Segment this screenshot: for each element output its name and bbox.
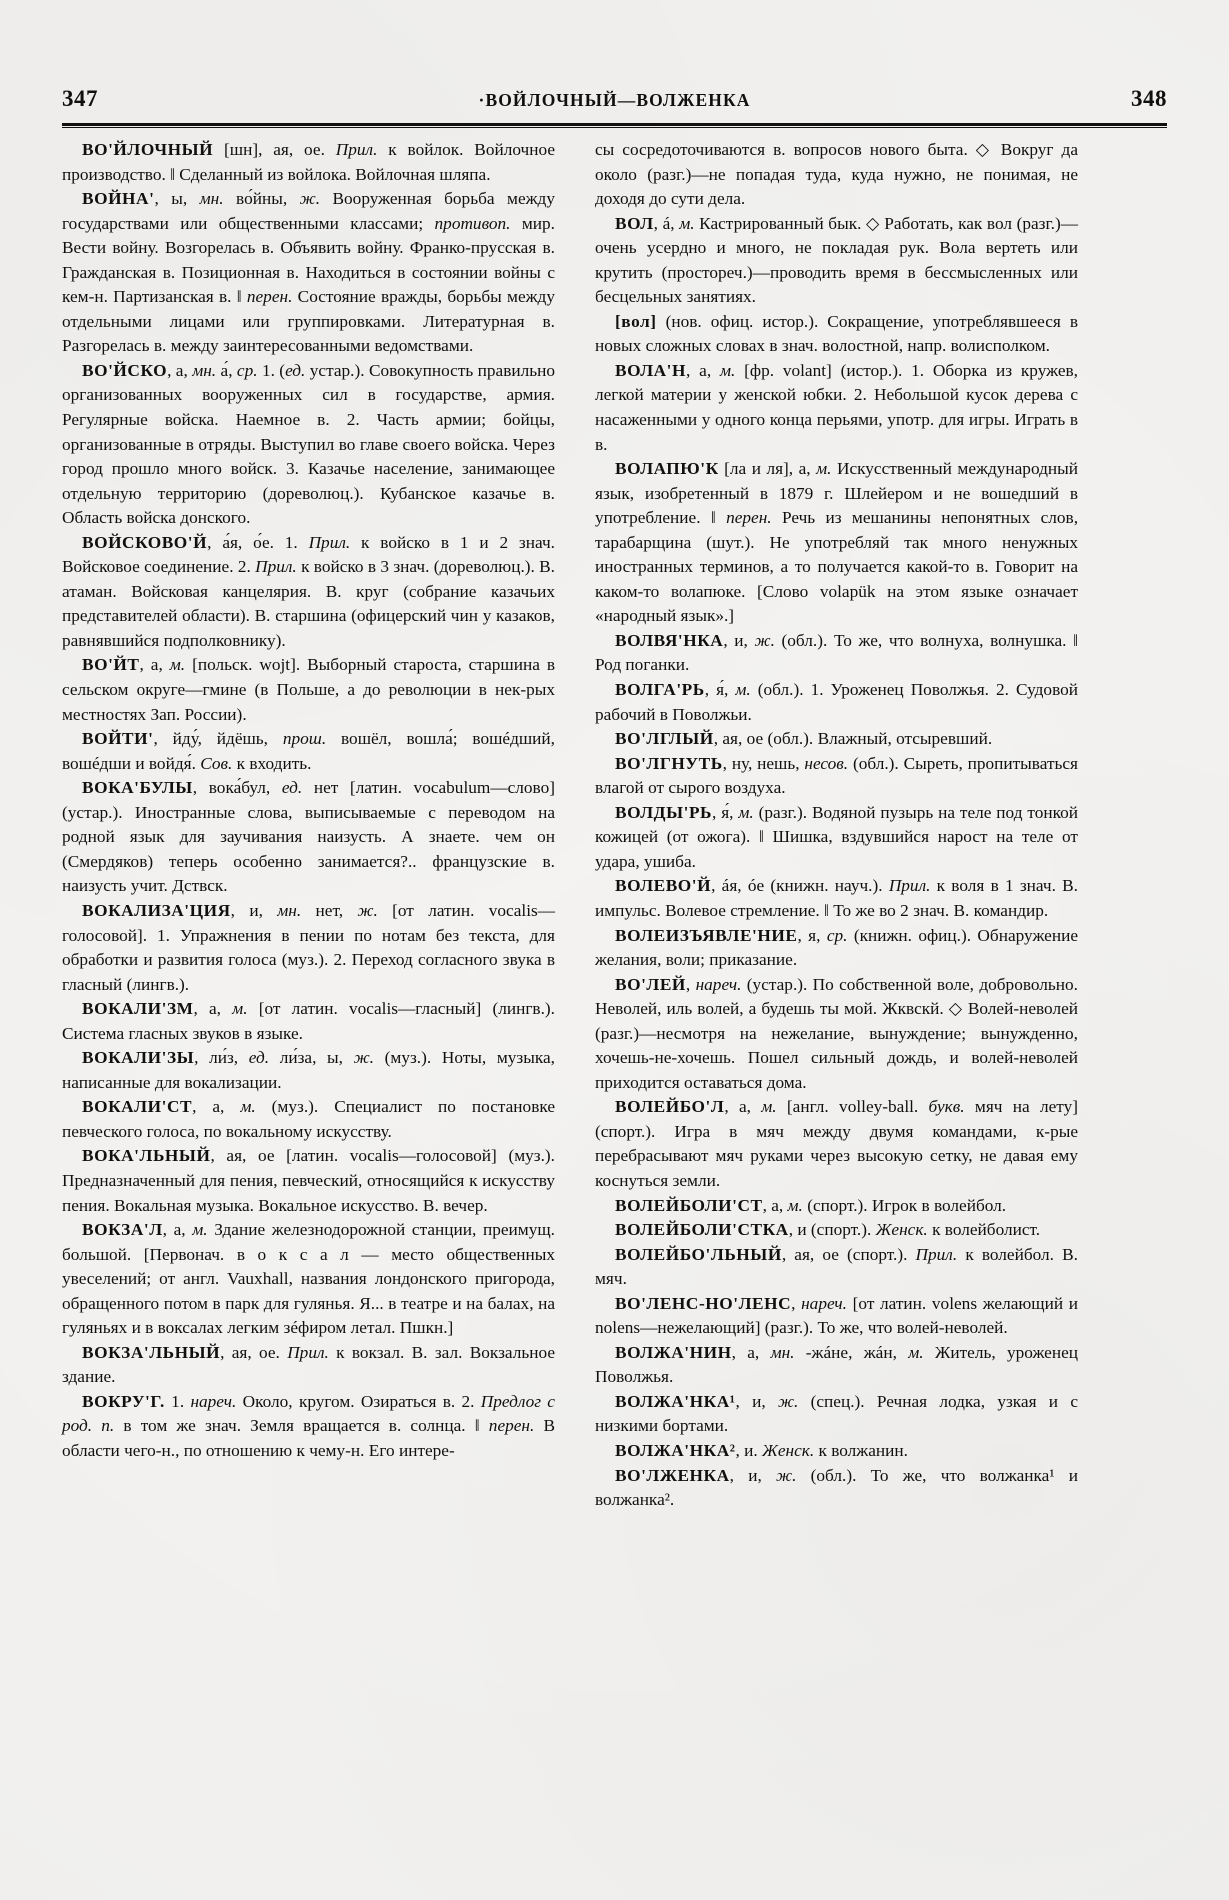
entry-headword: ВОЛЕЙБО'Л — [615, 1097, 725, 1117]
entry-body: , вока́бул, ед. нет [латин. vocabulum—слово] (устар.). Иностранные слова, выписываемые с переводом на родной язык для заучивания наизусть. А знаете. чем он (Смердяков) теперь особенно занимается?.. французские в. наизусть учит. Дствск. — [62, 778, 555, 896]
entry-body: , и, ж. (обл.). То же, что волнуха, волнушка. ‖ Род поганки. — [595, 630, 1078, 675]
entry-body: , ая, ое [латин. vocalis—голосовой] (муз.). Предназначенный для пения, певческий, относящийся к искусству пения. Вокальная музыка. Вокальное искусство. В. вечер. — [62, 1146, 555, 1215]
entry-headword: ВОКЗА'Л — [82, 1220, 163, 1240]
dictionary-entry — [595, 1464, 1078, 1513]
entry-headword: ВО'ЙТ — [82, 655, 140, 675]
entry-body: 1. нареч. Около, кругом. Озираться в. 2. Предлог с род. п. в том же знач. Земля вращается в. солнца. ‖ перен. В области чего-н., по отношению к чему-н. Его интере- — [62, 1391, 555, 1460]
entry-body: , а́я, о́е. 1. Прил. к войско в 1 и 2 знач. Войсковое соединение. 2. Прил. к войско в 3 знач. (дореволюц.). В. атаман. Войсковая канцелярия. В. круг (собрание казачьих представителей области). В. старшина (офицерский чин у казаков, равнявшийся подполковнику). — [62, 532, 556, 650]
entry-body: , я, ср. (книжн. офиц.). Обнаружение желания, воли; приказание. — [595, 925, 1078, 970]
dictionary-entry — [62, 1218, 555, 1341]
entry-body: , а, м. [от латин. vocalis—гласный] (лингв.). Система гласных звуков в языке. — [62, 999, 555, 1043]
entry-headword: ВО'ЙЛОЧНЫЙ — [82, 140, 214, 159]
dictionary-entry — [595, 752, 1078, 801]
dictionary-entry — [595, 1292, 1078, 1341]
folio-right: 348 — [1131, 86, 1167, 111]
entry-headword: ВОКА'БУЛЫ — [82, 778, 193, 798]
entry-body: , ая, ое (обл.). Влажный, отсыревший. — [713, 729, 993, 749]
entry-headword: ВОЛЕЙБОЛИ'СТ — [615, 1195, 763, 1215]
dictionary-entry — [595, 801, 1078, 875]
entry-headword: ВОКРУ'Г. — [82, 1391, 165, 1411]
entry-headword: ВО'ЙСКО — [82, 360, 168, 380]
entry-headword: ВОЛ — [615, 213, 654, 233]
dictionary-entry — [62, 359, 555, 531]
entry-body: [шн], ая, ое. Прил. к войлок. Войлочное производство. ‖ Сделанный из войлока. Войлочная шляпа. — [62, 140, 556, 184]
entry-body: , я́, м. (обл.). 1. Уроженец Поволжья. 2. Судовой рабочий в Поволжьи. — [595, 680, 1078, 724]
dictionary-entry — [595, 727, 1078, 752]
entry-headword: ВОКЗА'ЛЬНЫЙ — [82, 1342, 221, 1362]
entry-headword: ВОЛЖА'НКА¹ — [615, 1391, 736, 1411]
entry-headword: ВОЙТИ' — [82, 729, 154, 749]
entry-body: , ая, ое (спорт.). Прил. к волейбол. В. мяч. — [595, 1244, 1078, 1289]
entry-headword: ВОКАЛИЗА'ЦИЯ — [82, 900, 231, 920]
entry-body: , а, м. (муз.). Специалист по постановке певческого голоса, по вокальному искусству. — [62, 1097, 555, 1141]
dictionary-entry — [595, 1218, 1078, 1243]
entry-body: , а, м. Здание железнодорожной станции, преимущ. большой. [Первонач. в о к с а л — место общественных увеселений; от англ. Vauxhall, названия лондонского пригорода, обращенного потом в парк для гулянья. Я... в театре и на балах, на гуляньях и в воксалах легким зéфиром летал. Пшкн.] — [62, 1220, 555, 1338]
entry-headword: ВОКАЛИ'СТ — [82, 1097, 193, 1117]
entry-body: , и (спорт.). Женск. к волейболист. — [788, 1220, 1041, 1240]
entry-body: , ли́з, ед. ли́за, ы, ж. (муз.). Ноты, музыка, написанные для вокализации. — [62, 1048, 555, 1092]
entry-headword: ВО'ЛЕНС-НО'ЛЕНС — [615, 1293, 792, 1313]
dictionary-entry — [62, 1095, 555, 1144]
dictionary-entry — [595, 457, 1078, 629]
dictionary-entry — [595, 310, 1078, 359]
entry-body: сы сосредоточиваются в. вопросов нового быта. ◇ Вокруг да около (разг.)—не попадая туда, куда нужно, не понимая, не доходя до сути дела. — [595, 140, 1078, 209]
entry-body: , ы, мн. во́йны, ж. Вооруженная борьба между государствами или общественными классами; противоп. мир. Вести войну. Возгорелась в. Объявить войну. Франко-прусская в. Гражданская в. Позиционная в. Находиться в состоянии войны с кем-н. Партизанская в. ‖ перен. Состояние вражды, борьбы между отдельными лицами или группировками. Литературная в. Разгорелась в. между заинтересованными ведомствами. — [62, 189, 555, 356]
dictionary-entry — [595, 1390, 1078, 1439]
entry-headword: ВОЛЕИЗЪЯВЛЕ'НИЕ — [615, 925, 798, 945]
entry-headword: ВО'ЛГНУТЬ — [615, 753, 723, 773]
entry-body: , ая, ое. Прил. к вокзал. В. зал. Вокзальное здание. — [62, 1342, 555, 1387]
entry-headword: ВОЛАПЮ'К — [615, 459, 719, 479]
entry-headword: ВОЛДЫ'РЬ — [615, 802, 713, 822]
entry-headword: ВОЛА'Н — [615, 360, 687, 380]
entry-body: , ну, нешь, несов. (обл.). Сыреть, пропитываться влагой от сырого воздуха. — [595, 753, 1078, 798]
entry-headword: ВОЛЕЙБОЛИ'СТКА — [615, 1220, 789, 1240]
entry-body: , а, м. [англ. volley-ball. букв. мяч на лету] (спорт.). Игра в мяч между двумя командами, к-рые перебрасывают мяч руками через высокую сетку, не давая ему коснуться земли. — [595, 1097, 1079, 1190]
entry-headword: ВОЙСКОВО'Й — [82, 532, 208, 552]
dictionary-entry — [595, 1439, 1078, 1464]
entry-headword: ВОЛЕВО'Й — [615, 876, 712, 896]
entry-body: , и, ж. (спец.). Речная лодка, узкая и с низкими бортами. — [595, 1391, 1079, 1436]
entry-body: , áя, óе (книжн. науч.). Прил. к воля в 1 знач. В. импульс. Волевое стремление. ‖ То же во 2 знач. В. командир. — [595, 876, 1078, 920]
entry-body: [ла и ля], а, м. Искусственный международный язык, изобретенный в 1879 г. Шлейером и не вошедший в употребление. ‖ перен. Речь из мешанины непонятных слов, тарабарщина (шут.). Не употребляй так много ненужных иностранных терминов, а то получается какой-то в. Говорит на каком-то волапюке. [Слово volapük на этом языке означает «народный язык».] — [595, 459, 1079, 626]
entry-body: , а, м. (спорт.). Игрок в волейбол. — [762, 1195, 1007, 1215]
entry-body: , и, мн. нет, ж. [от латин. vocalis—голосовой]. 1. Упражнения в пении по нотам без текста, для обработки и развития голоса (муз.). 2. Переход согласного звука в гласный (лингв.). — [62, 900, 555, 994]
column-right — [571, 138, 1078, 1828]
entry-headword: ВОЛЕЙБО'ЛЬНЫЙ — [615, 1244, 782, 1264]
entry-body: , и. Женск. к волжанин. — [735, 1440, 908, 1460]
entry-headword: ВОКА'ЛЬНЫЙ — [82, 1146, 211, 1166]
folio-left: 347 — [62, 86, 98, 111]
entry-body: , нареч. (устар.). По собственной воле, добровольно. Неволей, иль волей, а будешь ты мой. Жквскй. ◇ Волей-неволей (разг.)—несмотря на нежелание, вынуждение; вынужденно, хочешь-не-хочешь. Пошел сильный дождь, и волей-неволей приходится оставаться дома. — [595, 974, 1079, 1092]
entry-body: , я́, м. (разг.). Водяной пузырь на теле под тонкой кожицей (от ожога). ‖ Шишка, вздувшийся нарост на теле от удара, ушиба. — [595, 802, 1078, 871]
running-head: ·ВОЙЛОЧНЫЙ—ВОЛЖЕНКА — [478, 90, 751, 110]
entry-body: , йду́, йдёшь, прош. вошёл, вошла́; вошéдший, вошéдши и войдя́. Сов. к входить. — [62, 729, 555, 773]
entry-headword: ВОЙНА' — [82, 189, 155, 209]
dictionary-entry — [595, 924, 1078, 973]
entry-headword: ВОЛЖА'НКА² — [615, 1440, 736, 1460]
entry-body: (нов. офиц. истор.). Сокращение, употреблявшееся в новых сложных словах в знач. волостной, напр. волисполком. — [595, 311, 1078, 356]
entry-headword: ВО'ЛЕЙ — [615, 974, 686, 994]
dictionary-entry — [595, 1341, 1078, 1390]
entry-headword: ВО'ЛГЛЫЙ — [615, 729, 714, 749]
dictionary-entry — [595, 359, 1078, 457]
column-left — [62, 138, 569, 1828]
entry-headword: ВОКАЛИ'ЗЫ — [82, 1048, 195, 1068]
dictionary-entry — [595, 1095, 1078, 1193]
entry-body: , а, мн. а́, ср. 1. (ед. устар.). Совокупность правильно организованных вооруженных сил в государстве, армия. Регулярные войска. Наемное в. 2. Часть армии; бойцы, организованные в отряды. Выступил во главе своего войска. Через город прошло много войск. 3. Казачье население, занимающее отдельную территорию (дореволюц.). Кубанское казачье в. Область войска донского. — [62, 360, 556, 528]
dictionary-entry — [62, 899, 555, 997]
dictionary-entry — [595, 1243, 1078, 1292]
dictionary-entry — [595, 874, 1078, 923]
entry-body: , á, м. Кастрированный бык. ◇ Работать, как вол (разг.)—очень усердно и много, не покладая рук. Вола вертеть или крутить (простореч.)—проводить время в бессмысленных или бесцельных занятиях. — [595, 213, 1078, 307]
entry-headword: ВОЛВЯ'НКА — [615, 630, 724, 650]
dictionary-entry — [595, 629, 1078, 678]
entry-body: , а, м. [фр. volant] (истор.). 1. Оборка из кружев, легкой материи у женской юбки. 2. Небольшой кусок дерева с насаженными у одного конца перьями, употр. для игры. Играть в в. — [595, 360, 1078, 454]
dictionary-entry — [62, 1390, 555, 1464]
dictionary-entry — [62, 1046, 555, 1095]
entry-body: , а, м. [польск. wojt]. Выборный староста, старшина в сельском округе—гмине (в Польше, а до революции в нек-рых местностях Зап. России). — [62, 655, 556, 724]
dictionary-entry — [62, 138, 555, 187]
running-head-bar — [62, 86, 1167, 116]
entry-headword: [вол] — [615, 311, 657, 331]
dictionary-entry — [62, 531, 555, 654]
dictionary-entry — [595, 1194, 1078, 1219]
entry-headword: ВОЛГА'РЬ — [615, 680, 705, 700]
dictionary-entry — [595, 212, 1078, 310]
entry-headword: ВОЛЖА'НИН — [615, 1342, 732, 1362]
dictionary-entry — [62, 1341, 555, 1390]
dictionary-entry — [62, 776, 555, 899]
dictionary-entry — [595, 138, 1078, 212]
dictionary-entry — [62, 187, 555, 359]
entry-headword: ВО'ЛЖЕНКА — [615, 1465, 730, 1485]
header-rule — [62, 123, 1167, 128]
text-columns — [62, 138, 1167, 1828]
entry-headword: ВОКАЛИ'ЗМ — [82, 999, 194, 1019]
entry-body: , а, мн. -жáне, жáн, м. Житель, уроженец Поволжья. — [595, 1342, 1078, 1387]
entry-body: , и, ж. (обл.). То же, что волжанка¹ и волжанка². — [595, 1465, 1079, 1510]
dictionary-entry — [62, 727, 555, 776]
entry-body: , нареч. [от латин. volens желающий и nolens—нежелающий] (разг.). То же, что волей-неволей. — [595, 1293, 1079, 1338]
dictionary-entry — [595, 973, 1078, 1096]
dictionary-entry — [62, 1144, 555, 1218]
dictionary-entry — [62, 997, 555, 1046]
dictionary-entry — [595, 678, 1078, 727]
dictionary-entry — [62, 653, 555, 727]
